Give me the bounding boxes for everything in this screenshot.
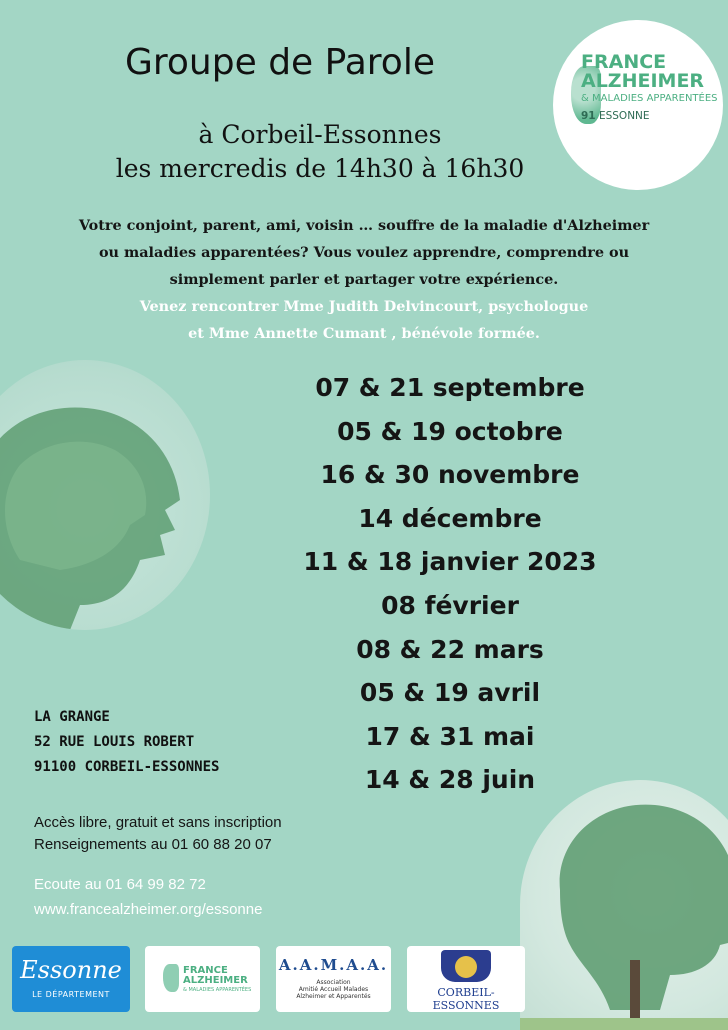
aamaa-line: Amitié Accueil Malades — [298, 986, 369, 993]
intro-paragraph — [20, 212, 708, 347]
aamaa-line: Alzheimer et Apparentés — [296, 993, 371, 1000]
address-line: LA GRANGE — [34, 709, 110, 725]
session-date: 07 & 21 septembre — [315, 373, 585, 402]
intro-speaker-line: Venez rencontrer Mme Judith Delvincourt, psychologue — [139, 298, 589, 315]
corbeil-essonnes-logo — [407, 946, 525, 1012]
fa-line: ALZHEIMER — [183, 975, 248, 986]
location-line: à Corbeil-Essonnes — [198, 120, 442, 149]
info-phone-line: Renseignements au 01 60 88 20 07 — [34, 836, 272, 853]
page-title: Groupe de Parole — [125, 42, 435, 83]
website-link[interactable]: www.francealzheimer.org/essonne — [34, 901, 263, 918]
schedule-line: les mercredis de 14h30 à 16h30 — [115, 154, 525, 183]
address-line: 52 RUE LOUIS ROBERT — [34, 734, 195, 750]
fa-line: FRANCE — [183, 965, 228, 976]
aamaa-wordmark: A.A.M.A.A. — [278, 956, 389, 974]
contact-info — [34, 872, 374, 922]
logo-wordmark — [581, 53, 704, 91]
session-date: 08 & 22 mars — [356, 634, 544, 664]
aamaa-line: Association — [316, 979, 351, 986]
session-date: 05 & 19 octobre — [337, 416, 563, 446]
intro-speaker-line: et Mme Annette Cumant , bénévole formée. — [188, 325, 540, 342]
aamaa-description — [276, 979, 391, 1000]
listen-phone-line: Ecoute au 01 64 99 82 72 — [34, 876, 206, 893]
logo-dept-name: ESSONNE — [598, 110, 650, 122]
venue-address — [34, 705, 334, 780]
head-profile-icon — [163, 964, 179, 992]
essonne-subtitle: LE DÉPARTEMENT — [32, 990, 110, 999]
france-alzheimer-partner-logo — [145, 946, 260, 1012]
session-date: 17 & 31 mai — [365, 721, 535, 751]
aamaa-logo — [276, 946, 391, 1012]
logo-line-alzheimer: ALZHEIMER — [581, 70, 705, 92]
coat-of-arms-icon — [441, 950, 491, 982]
intro-line: simplement parler et partager votre expérience. — [169, 271, 559, 288]
intro-line: ou maladies apparentées? Vous voulez apprendre, comprendre ou — [98, 244, 630, 261]
session-date: 14 décembre — [358, 503, 542, 533]
logo-line-france: FRANCE — [581, 51, 667, 73]
essonne-wordmark: Essonne — [20, 956, 122, 984]
logo-department — [581, 110, 650, 122]
session-date: 11 & 18 janvier 2023 — [303, 547, 597, 577]
fa-wordmark — [183, 966, 248, 986]
essonne-department-logo — [12, 946, 130, 1012]
tree-head-illustration-left — [0, 360, 210, 630]
access-info — [34, 812, 364, 856]
event-subtitle — [0, 118, 640, 186]
address-line: 91100 CORBEIL-ESSONNES — [34, 759, 220, 775]
session-date: 16 & 30 novembre — [320, 460, 580, 490]
session-date: 14 & 28 juin — [364, 765, 536, 795]
logo-dept-number: 91 — [581, 110, 596, 122]
session-date: 05 & 19 avril — [359, 678, 541, 708]
corbeil-wordmark: CORBEIL-ESSONNES — [432, 986, 500, 1012]
tree-head-illustration-right — [520, 780, 728, 1030]
fa-tagline: & MALADIES APPARENTÉES — [183, 987, 252, 993]
session-date: 08 février — [381, 590, 519, 620]
france-alzheimer-logo — [553, 20, 723, 190]
logo-tagline: & MALADIES APPARENTÉES — [581, 93, 718, 104]
access-line: Accès libre, gratuit et sans inscription — [34, 814, 282, 831]
intro-line: Votre conjoint, parent, ami, voisin … souffre de la maladie d'Alzheimer — [78, 217, 650, 234]
